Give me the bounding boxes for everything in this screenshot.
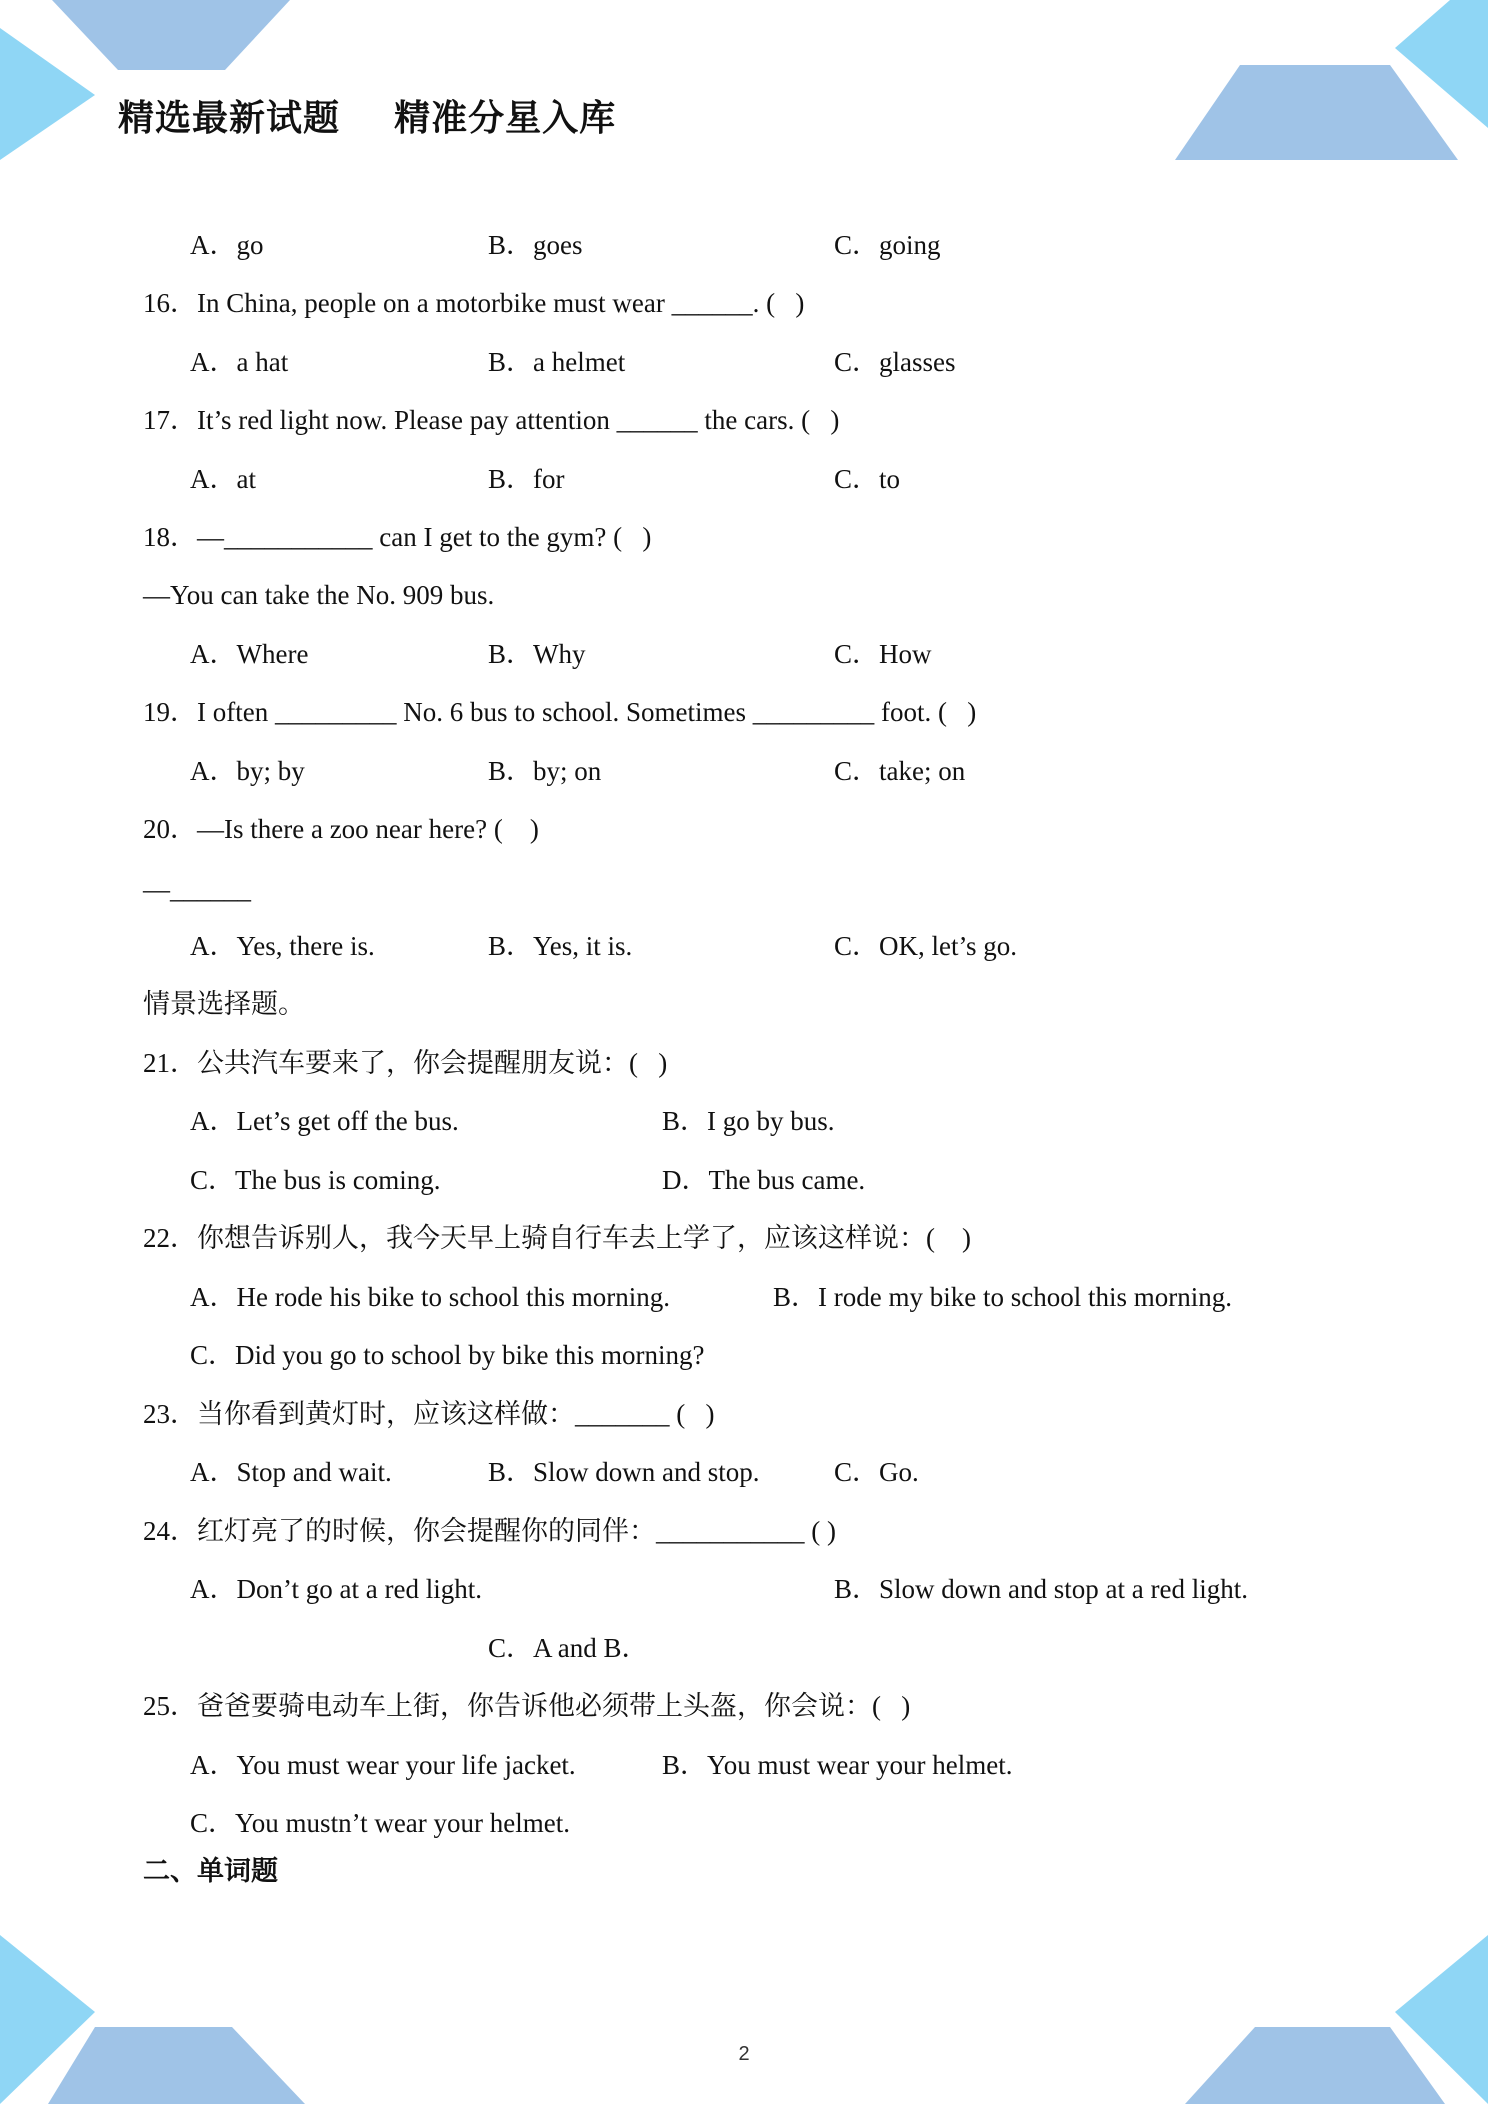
question-text: —______ (143, 874, 251, 904)
question-text: —You can take the No. 909 bus. (143, 580, 495, 610)
section-heading: 二、单词题 (143, 1856, 278, 1887)
answer-option: B．I rode my bike to school this morning. (773, 1282, 1232, 1312)
answer-option: B．I go by bus. (662, 1106, 835, 1136)
question-text: 22．你想告诉别人，我今天早上骑自行车去上学了，应该这样说：( ) (143, 1223, 971, 1253)
answer-option: B．Why (488, 639, 586, 669)
question-text: 24．红灯亮了的时候，你会提醒你的同伴：___________ ( ) (143, 1516, 836, 1546)
question-text: 19．I often _________ No. 6 bus to school. Sometimes _________ foot. ( ) (143, 697, 977, 727)
answer-option: A．Let’s get off the bus. (190, 1106, 459, 1136)
answer-option: C．going (834, 230, 941, 260)
question-text: 17．It’s red light now. Please pay attention ______ the cars. ( ) (143, 405, 840, 435)
answer-option: C．Go. (834, 1457, 919, 1487)
deco-top-right-trapezoid (1175, 65, 1458, 160)
deco-top-left-trapezoid (52, 0, 290, 70)
answer-option: C．A and B． (488, 1633, 649, 1663)
question-text: 18．—___________ can I get to the gym? ( ) (143, 522, 652, 552)
answer-option: A．Yes, there is. (190, 931, 375, 961)
question-text: 23．当你看到黄灯时，应该这样做：_______ ( ) (143, 1399, 715, 1429)
answer-option: B．goes (488, 230, 583, 260)
answer-option: B．by; on (488, 756, 602, 786)
question-text: 20．—Is there a zoo near here? ( ) (143, 814, 539, 844)
answer-option: A．Stop and wait. (190, 1457, 392, 1487)
answer-option: A．a hat (190, 347, 289, 377)
answer-option: A．You must wear your life jacket. (190, 1750, 576, 1780)
answer-option: A．by; by (190, 756, 305, 786)
answer-option: C．take; on (834, 756, 966, 786)
page-number: 2 (738, 2043, 750, 2065)
question-text: 情景选择题。 (143, 989, 305, 1019)
deco-bottom-left-triangle (0, 1935, 95, 2104)
answer-option: B．Slow down and stop. (488, 1457, 760, 1487)
header-title: 精选最新试题 精准分星入库 (118, 98, 617, 139)
answer-option: A．He rode his bike to school this morning. (190, 1282, 670, 1312)
answer-option: A．Don’t go at a red light. (190, 1574, 482, 1604)
answer-option: C．The bus is coming. (190, 1165, 441, 1195)
answer-option: B．You must wear your helmet. (662, 1750, 1013, 1780)
deco-top-left-triangle (0, 28, 95, 160)
answer-option: C．glasses (834, 347, 956, 377)
answer-option: B．for (488, 464, 565, 494)
answer-option: B．Slow down and stop at a red light. (834, 1574, 1248, 1604)
question-text: 16．In China, people on a motorbike must wear ______. ( ) (143, 288, 805, 318)
answer-option: C．Did you go to school by bike this morning? (190, 1340, 705, 1370)
answer-option: D．The bus came. (662, 1165, 866, 1195)
answer-option: A．go (190, 230, 264, 260)
question-text: 21．公共汽车要来了，你会提醒朋友说：( ) (143, 1048, 668, 1078)
answer-option: B．a helmet (488, 347, 626, 377)
deco-bottom-right-triangle (1395, 1935, 1488, 2104)
answer-option: B．Yes, it is. (488, 931, 633, 961)
answer-option: A．Where (190, 639, 309, 669)
answer-option: C．to (834, 464, 901, 494)
answer-option: C．How (834, 639, 932, 669)
answer-option: C．OK, let’s go. (834, 931, 1018, 961)
answer-option: A．at (190, 464, 256, 494)
deco-top-right-triangle (1395, 0, 1488, 128)
question-text: 25．爸爸要骑电动车上街，你告诉他必须带上头盔，你会说：( ) (143, 1691, 911, 1721)
answer-option: C．You mustn’t wear your helmet. (190, 1808, 570, 1838)
